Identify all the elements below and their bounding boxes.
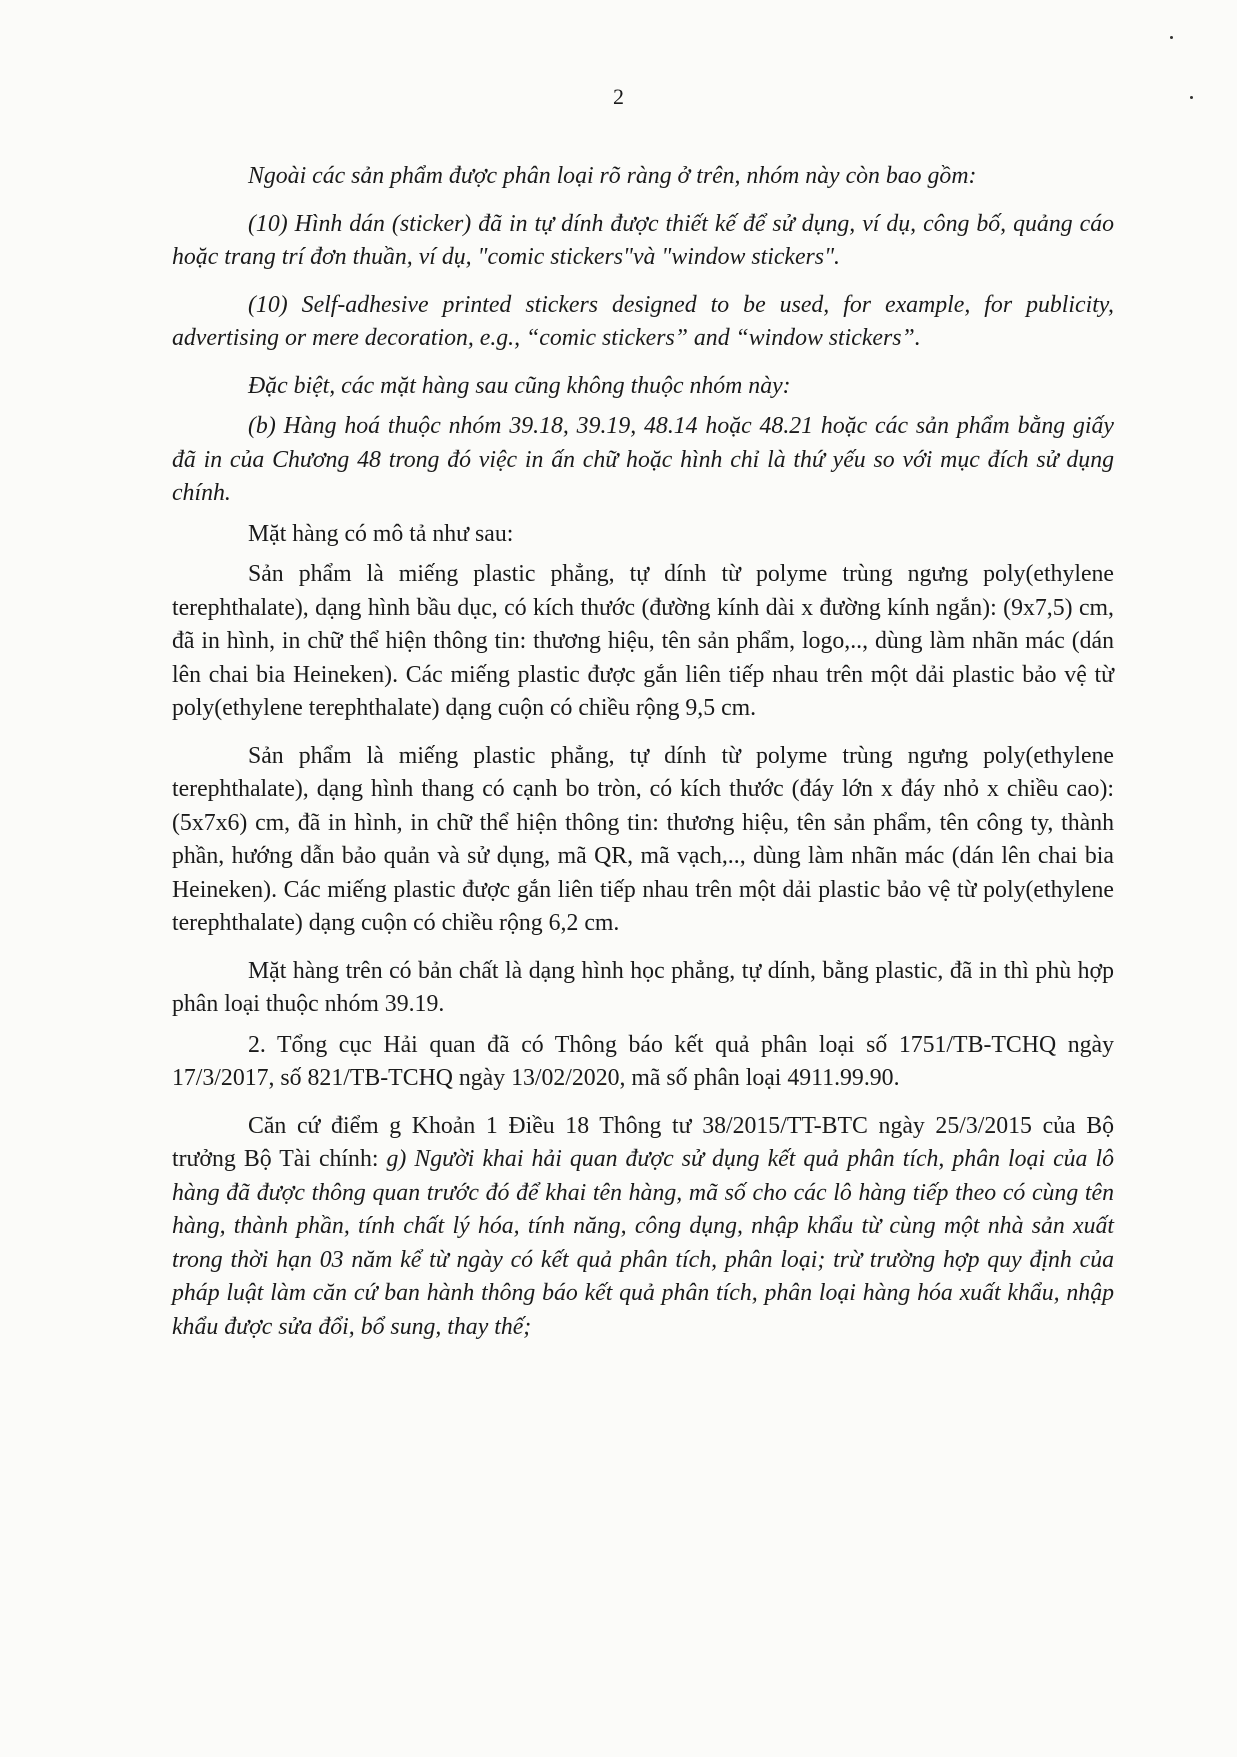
paragraph-product-oval: Sản phẩm là miếng plastic phẳng, tự dính từ polyme trùng ngưng poly(ethylene terephthalate), dạng hình bầu dục, có kích thước (đường kính dài x đường kính ngắn): (9x7,5) cm, đã in hình, in chữ thể hiện thông tin: thương hiệu, tên sản phẩm, logo,.., dùng làm nhãn mác (dán lên chai bia Heineken). Các miếng plastic được gắn liên tiếp nhau trên một dải plastic bảo vệ từ poly(ethylene terephthalate) dạng cuộn có chiều rộng 9,5 cm. <box>172 561 1114 721</box>
document-body <box>172 160 1114 1351</box>
paragraph-description-intro: Mặt hàng có mô tả như sau: <box>248 520 514 547</box>
paragraph-sticker-vi: (10) Hình dán (sticker) đã in tự dính được thiết kế để sử dụng, ví dụ, công bố, quảng cáo hoặc trang trí đơn thuần, ví dụ, "comic stickers"và "window stickers". <box>172 210 1114 270</box>
page-number: 2 <box>613 84 624 109</box>
paragraph-exclusion-b: (b) Hàng hoá thuộc nhóm 39.18, 39.19, 48.14 hoặc 48.21 hoặc các sản phẩm bằng giấy đã in của Chương 48 trong đó việc in ấn chữ hoặc hình chỉ là thứ yếu so với mục đích sử dụng chính. <box>172 413 1114 506</box>
paragraph-customs-notice: 2. Tổng cục Hải quan đã có Thông báo kết quả phân loại số 1751/TB-TCHQ ngày 17/3/2017, số 821/TB-TCHQ ngày 13/02/2020, mã số phân loại 4911.99.90. <box>172 1031 1114 1091</box>
paragraph-exclusion-intro: Đặc biệt, các mặt hàng sau cũng không thuộc nhóm này: <box>248 372 791 399</box>
legal-basis-lead: Căn cứ điểm g Khoản 1 Điều 18 Thông tư 38/2015/TT-BTC ngày 25/3/2015 của Bộ trưởng Bộ Tài chính: <box>172 1112 1114 1172</box>
paragraph-legal-basis <box>172 1110 1114 1345</box>
scan-speck <box>1170 36 1173 39</box>
legal-basis-quote: g) Người khai hải quan được sử dụng kết quả phân tích, phân loại của lô hàng đã được thông quan trước đó để khai tên hàng, mã số cho các lô hàng tiếp theo có cùng tên hàng, thành phần, tính chất lý hóa, tính năng, công dụng, nhập khẩu từ cùng một nhà sản xuất trong thời hạn 03 năm kể từ ngày có kết quả phân tích, phân loại; trừ trường hợp quy định của pháp luật làm căn cứ ban hành thông báo kết quả phân tích, phân loại hàng hóa xuất khẩu, nhập khẩu được sửa đổi, bổ sung, thay thế; <box>172 1146 1114 1340</box>
paragraph-classification: Mặt hàng trên có bản chất là dạng hình học phẳng, tự dính, bằng plastic, đã in thì phù hợp phân loại thuộc nhóm 39.19. <box>172 957 1114 1017</box>
paragraph-sticker-en: (10) Self-adhesive printed stickers designed to be used, for example, for publicity, advertising or mere decoration, e.g., “comic stickers” and “window stickers”. <box>172 291 1114 351</box>
paragraph-intro: Ngoài các sản phẩm được phân loại rõ ràng ở trên, nhóm này còn bao gồm: <box>248 163 977 189</box>
paragraph-product-trapezoid: Sản phẩm là miếng plastic phẳng, tự dính từ polyme trùng ngưng poly(ethylene terephthalate), dạng hình thang có cạnh bo tròn, có kích thước (đáy lớn x đáy nhỏ x chiều cao): (5x7x6) cm, đã in hình, in chữ thể hiện thông tin: thương hiệu, tên sản phẩm, tên công ty, thành phần, hướng dẫn bảo quản và sử dụng, mã QR, mã vạch,.., dùng làm nhãn mác (dán lên chai bia Heineken). Các miếng plastic được gắn liên tiếp nhau trên một dải plastic bảo vệ từ poly(ethylene terephthalate) dạng cuộn có chiều rộng 6,2 cm. <box>172 742 1114 936</box>
